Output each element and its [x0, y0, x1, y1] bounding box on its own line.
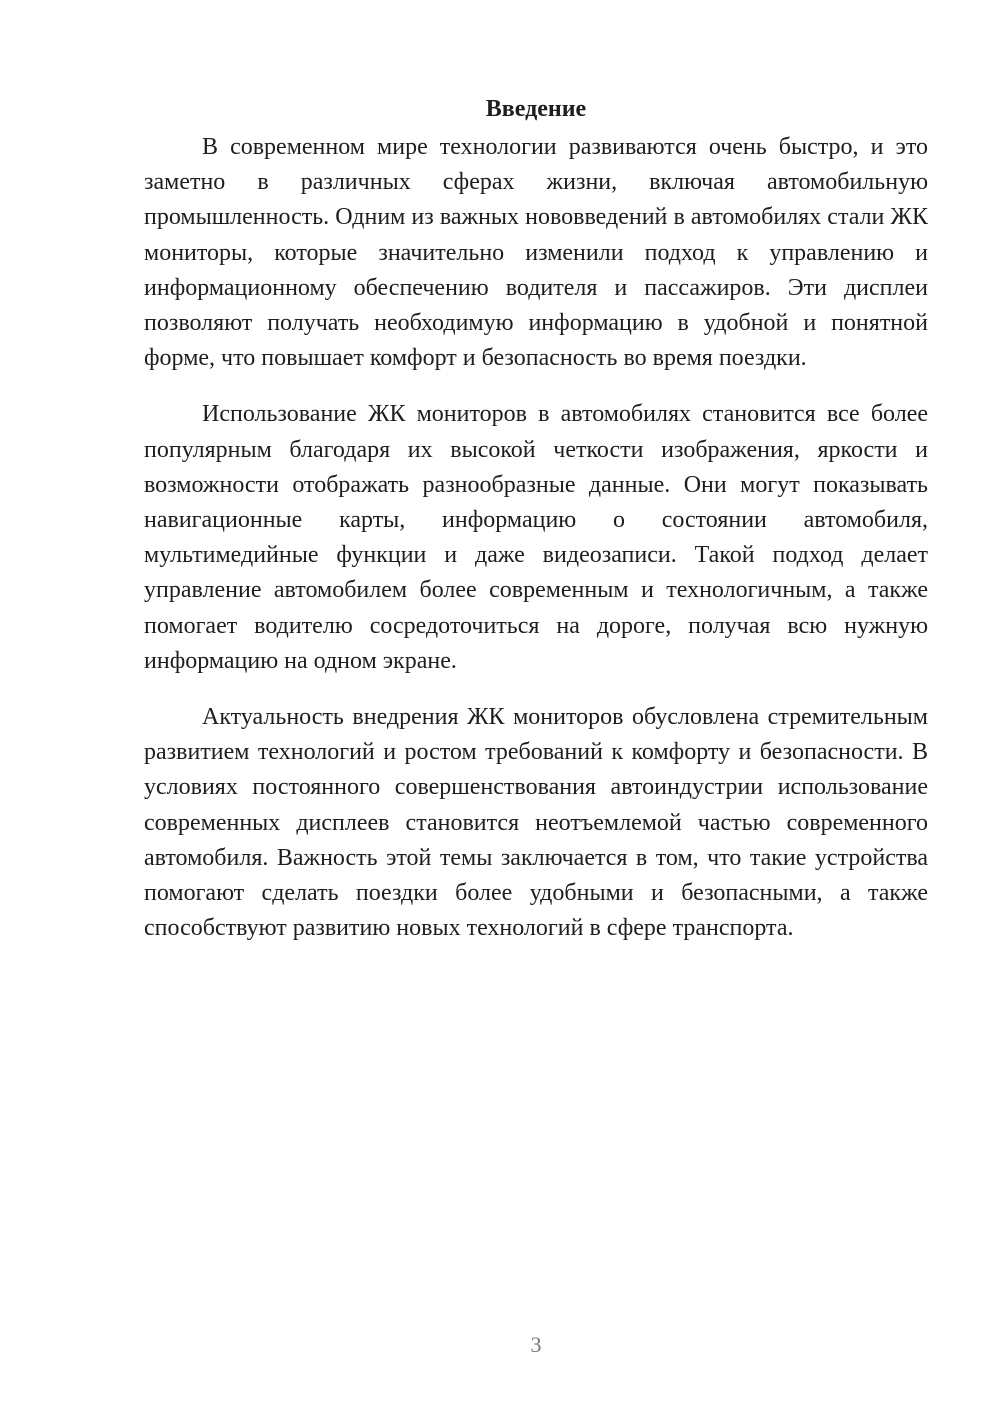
page-number: 3	[530, 1332, 542, 1357]
paragraph-3: Актуальность внедрения ЖК мониторов обусловлена стремительным развитием технологий и ростом требований к комфорту и безопасности. В условиях постоянного совершенствования автоиндустрии использование современных дисплеев становится неотъемлемой частью современного автомобиля. Важность этой темы заключается в том, что такие устройства помогают сделать поездки более удобными и безопасными, а также способствуют развитию новых технологий в сфере транспорта.	[144, 704, 928, 942]
paragraph-2: Использование ЖК мониторов в автомобилях становится все более популярным благодаря их высокой четкости изображения, яркости и возможности отображать разнообразные данные. Они могут показывать навигационные карты, информацию о состоянии автомобиля, мультимедийные функции и даже видеозаписи. Такой подход делает управление автомобилем более современным и технологичным, а также помогает водителю сосредоточиться на дороге, получая всю нужную информацию на одном экране.	[144, 401, 928, 674]
paragraph-1: В современном мире технологии развиваются очень быстро, и это заметно в различных сферах жизни, включая автомобильную промышленность. Одним из важных нововведений в автомобилях стали ЖК мониторы, которые значительно изменили подход к управлению и информационному обеспечению водителя и пассажиров. Эти дисплеи позволяют получать необходимую информацию в удобной и понятной форме, что повышает комфорт и безопасность во время поездки.	[144, 134, 928, 372]
page-body	[144, 92, 928, 967]
section-title: Введение	[485, 96, 587, 122]
